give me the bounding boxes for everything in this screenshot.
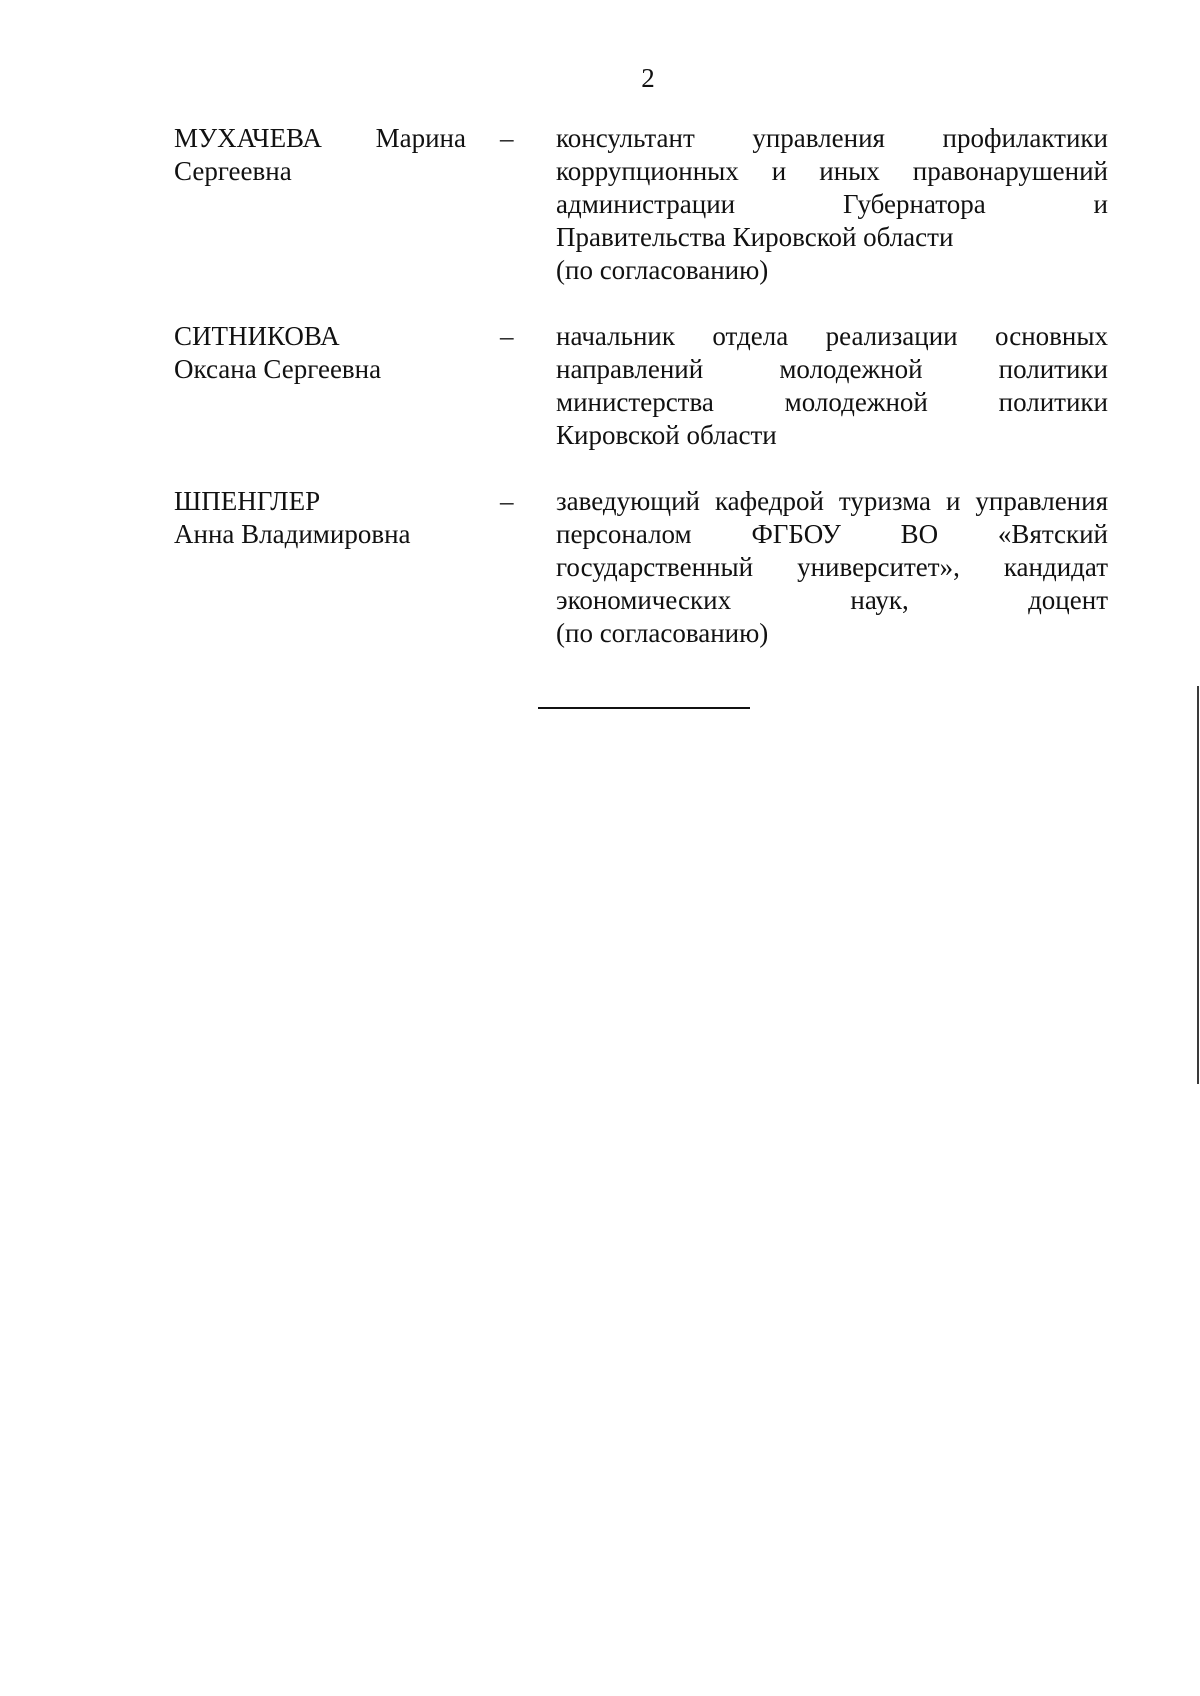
dash-separator: – (500, 321, 514, 351)
dash-separator: – (500, 486, 514, 516)
member-name-line: Анна Владимировна (174, 519, 411, 549)
position-line: коррупционных и иных правонарушений (556, 156, 1108, 186)
position-line: государственный университет», кандидат (556, 552, 1108, 582)
position-line: заведующий кафедрой туризма и управления (556, 486, 1108, 516)
position-line: (по согласованию) (556, 618, 769, 648)
member-entry (174, 485, 1108, 650)
member-position (556, 320, 1108, 452)
position-line: начальник отдела реализации основных (556, 321, 1108, 351)
position-line: консультант управления профилактики (556, 123, 1108, 153)
member-name (174, 485, 466, 551)
position-line: министерства молодежной политики (556, 387, 1108, 417)
position-line: (по согласованию) (556, 255, 769, 285)
member-name (174, 122, 466, 188)
position-line: персоналом ФГБОУ ВО «Вятский (556, 519, 1108, 549)
member-entry (174, 320, 1108, 452)
position-line: направлений молодежной политики (556, 354, 1108, 384)
page-number: 2 (641, 63, 655, 93)
member-name-line: ШПЕНГЛЕР (174, 486, 321, 516)
closing-rule (538, 707, 750, 709)
scan-edge-mark (1197, 686, 1199, 1084)
member-list (174, 122, 1108, 650)
position-line: Правительства Кировской области (556, 222, 954, 252)
member-name-line: Оксана Сергеевна (174, 354, 382, 384)
member-position (556, 485, 1108, 650)
position-line: администрации Губернатора и (556, 189, 1108, 219)
member-position (556, 122, 1108, 287)
member-name-line: Сергеевна (174, 156, 292, 186)
member-name (174, 320, 466, 386)
dash-separator: – (500, 123, 514, 153)
member-name-line: МУХАЧЕВА Марина (174, 123, 466, 153)
member-entry (174, 122, 1108, 287)
position-line: Кировской области (556, 420, 777, 450)
position-line: экономических наук, доцент (556, 585, 1108, 615)
member-name-line: СИТНИКОВА (174, 321, 340, 351)
